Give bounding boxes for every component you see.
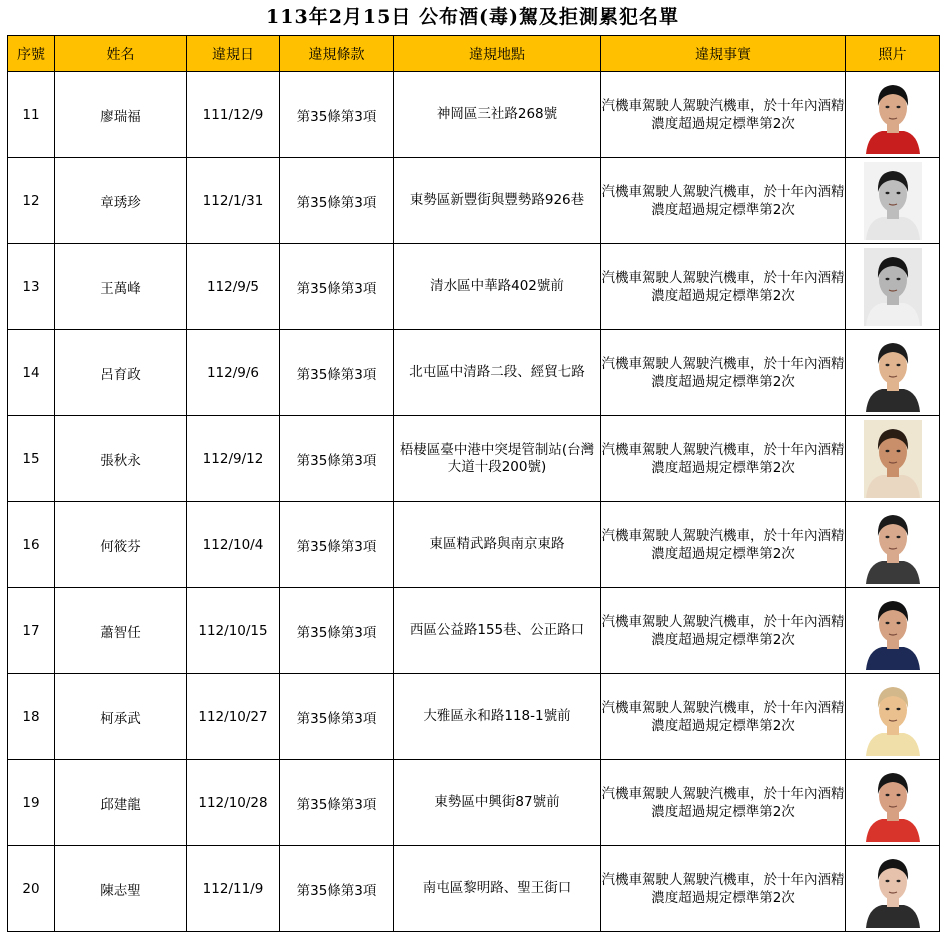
cell-fact: 汽機車駕駛人駕駛汽機車，於十年內酒精濃度超過規定標準第2次 — [601, 72, 846, 158]
cell-photo — [846, 846, 940, 932]
table-row — [8, 846, 940, 932]
cell-location: 北屯區中清路二段、經貿七路 — [394, 330, 601, 416]
table-row — [8, 72, 940, 158]
cell-location: 梧棲區臺中港中突堤管制站(台灣大道十段200號) — [394, 416, 601, 502]
cell-location: 東勢區新豐街與豐勢路926巷 — [394, 158, 601, 244]
table-row — [8, 416, 940, 502]
cell-fact: 汽機車駕駛人駕駛汽機車，於十年內酒精濃度超過規定標準第2次 — [601, 502, 846, 588]
cell-photo — [846, 760, 940, 846]
portrait-drawing — [864, 248, 922, 326]
table-row — [8, 760, 940, 846]
portrait-photo — [864, 248, 922, 326]
cell-seq: 17 — [8, 588, 55, 674]
portrait-drawing — [864, 850, 922, 928]
cell-name: 王萬峰 — [55, 244, 187, 330]
photo-eye-right — [896, 363, 900, 365]
photo-eye-right — [896, 707, 900, 709]
cell-date: 112/10/4 — [187, 502, 280, 588]
photo-eye-right — [896, 793, 900, 795]
cell-photo — [846, 244, 940, 330]
cell-article: 第35條第3項 — [280, 846, 394, 932]
cell-fact: 汽機車駕駛人駕駛汽機車，於十年內酒精濃度超過規定標準第2次 — [601, 674, 846, 760]
photo-eye-left — [885, 707, 889, 709]
cell-date: 111/12/9 — [187, 72, 280, 158]
photo-eye-left — [885, 191, 889, 193]
cell-article: 第35條第3項 — [280, 244, 394, 330]
portrait-drawing — [864, 420, 922, 498]
portrait-photo — [864, 592, 922, 670]
header-date: 違規日 — [187, 36, 280, 72]
cell-name: 蕭智任 — [55, 588, 187, 674]
cell-seq: 12 — [8, 158, 55, 244]
portrait-photo — [864, 420, 922, 498]
offender-table — [7, 35, 940, 932]
cell-location: 東區精武路與南京東路 — [394, 502, 601, 588]
portrait-photo — [864, 162, 922, 240]
portrait-drawing — [864, 334, 922, 412]
cell-article: 第35條第3項 — [280, 416, 394, 502]
cell-name: 章琇珍 — [55, 158, 187, 244]
photo-eye-right — [896, 449, 900, 451]
cell-name: 呂育政 — [55, 330, 187, 416]
photo-eye-right — [896, 191, 900, 193]
cell-location: 西區公益路155巷、公正路口 — [394, 588, 601, 674]
photo-eye-left — [885, 621, 889, 623]
portrait-drawing — [864, 592, 922, 670]
portrait-photo — [864, 764, 922, 842]
table-header-row — [8, 36, 940, 72]
photo-eye-left — [885, 535, 889, 537]
photo-eye-left — [885, 879, 889, 881]
header-photo: 照片 — [846, 36, 940, 72]
portrait-drawing — [864, 506, 922, 584]
cell-seq: 14 — [8, 330, 55, 416]
cell-article: 第35條第3項 — [280, 502, 394, 588]
cell-photo — [846, 588, 940, 674]
table-row — [8, 588, 940, 674]
table-row — [8, 244, 940, 330]
photo-eye-left — [885, 363, 889, 365]
portrait-photo — [864, 850, 922, 928]
photo-eye-right — [896, 105, 900, 107]
photo-eye-right — [896, 879, 900, 881]
table-row — [8, 330, 940, 416]
cell-location: 大雅區永和路118-1號前 — [394, 674, 601, 760]
header-article: 違規條款 — [280, 36, 394, 72]
portrait-drawing — [864, 764, 922, 842]
cell-fact: 汽機車駕駛人駕駛汽機車，於十年內酒精濃度超過規定標準第2次 — [601, 846, 846, 932]
cell-location: 南屯區黎明路、聖王街口 — [394, 846, 601, 932]
photo-eye-right — [896, 277, 900, 279]
cell-photo — [846, 674, 940, 760]
cell-location: 東勢區中興街87號前 — [394, 760, 601, 846]
cell-date: 112/10/28 — [187, 760, 280, 846]
cell-date: 112/11/9 — [187, 846, 280, 932]
cell-seq: 20 — [8, 846, 55, 932]
portrait-photo — [864, 334, 922, 412]
photo-eye-left — [885, 277, 889, 279]
cell-photo — [846, 330, 940, 416]
cell-date: 112/9/5 — [187, 244, 280, 330]
cell-article: 第35條第3項 — [280, 158, 394, 244]
cell-name: 邱建龍 — [55, 760, 187, 846]
cell-fact: 汽機車駕駛人駕駛汽機車，於十年內酒精濃度超過規定標準第2次 — [601, 760, 846, 846]
cell-photo — [846, 502, 940, 588]
photo-eye-left — [885, 449, 889, 451]
cell-date: 112/10/15 — [187, 588, 280, 674]
cell-date: 112/10/27 — [187, 674, 280, 760]
cell-name: 張秋永 — [55, 416, 187, 502]
portrait-drawing — [864, 678, 922, 756]
photo-eye-left — [885, 793, 889, 795]
cell-fact: 汽機車駕駛人駕駛汽機車，於十年內酒精濃度超過規定標準第2次 — [601, 330, 846, 416]
header-fact: 違規事實 — [601, 36, 846, 72]
cell-fact: 汽機車駕駛人駕駛汽機車，於十年內酒精濃度超過規定標準第2次 — [601, 244, 846, 330]
cell-seq: 18 — [8, 674, 55, 760]
cell-seq: 13 — [8, 244, 55, 330]
cell-location: 神岡區三社路268號 — [394, 72, 601, 158]
table-row — [8, 502, 940, 588]
cell-article: 第35條第3項 — [280, 330, 394, 416]
cell-article: 第35條第3項 — [280, 588, 394, 674]
portrait-drawing — [864, 162, 922, 240]
photo-eye-right — [896, 621, 900, 623]
cell-date: 112/9/12 — [187, 416, 280, 502]
table-row — [8, 158, 940, 244]
cell-seq: 19 — [8, 760, 55, 846]
header-location: 違規地點 — [394, 36, 601, 72]
header-name: 姓名 — [55, 36, 187, 72]
cell-seq: 11 — [8, 72, 55, 158]
table-row — [8, 674, 940, 760]
cell-fact: 汽機車駕駛人駕駛汽機車，於十年內酒精濃度超過規定標準第2次 — [601, 588, 846, 674]
cell-photo — [846, 72, 940, 158]
header-seq: 序號 — [8, 36, 55, 72]
cell-fact: 汽機車駕駛人駕駛汽機車，於十年內酒精濃度超過規定標準第2次 — [601, 158, 846, 244]
cell-name: 柯承武 — [55, 674, 187, 760]
cell-date: 112/1/31 — [187, 158, 280, 244]
cell-seq: 16 — [8, 502, 55, 588]
photo-eye-right — [896, 535, 900, 537]
cell-name: 陳志聖 — [55, 846, 187, 932]
cell-article: 第35條第3項 — [280, 72, 394, 158]
cell-photo — [846, 416, 940, 502]
page-title: 113年2月15日 公布酒(毒)駕及拒測累犯名單 — [266, 6, 679, 28]
cell-photo — [846, 158, 940, 244]
cell-article: 第35條第3項 — [280, 674, 394, 760]
portrait-photo — [864, 506, 922, 584]
cell-fact: 汽機車駕駛人駕駛汽機車，於十年內酒精濃度超過規定標準第2次 — [601, 416, 846, 502]
portrait-drawing — [864, 76, 922, 154]
portrait-photo — [864, 76, 922, 154]
portrait-photo — [864, 678, 922, 756]
photo-eye-left — [885, 105, 889, 107]
cell-date: 112/9/6 — [187, 330, 280, 416]
cell-location: 清水區中華路402號前 — [394, 244, 601, 330]
cell-name: 廖瑞福 — [55, 72, 187, 158]
cell-seq: 15 — [8, 416, 55, 502]
cell-name: 何筱芬 — [55, 502, 187, 588]
cell-article: 第35條第3項 — [280, 760, 394, 846]
